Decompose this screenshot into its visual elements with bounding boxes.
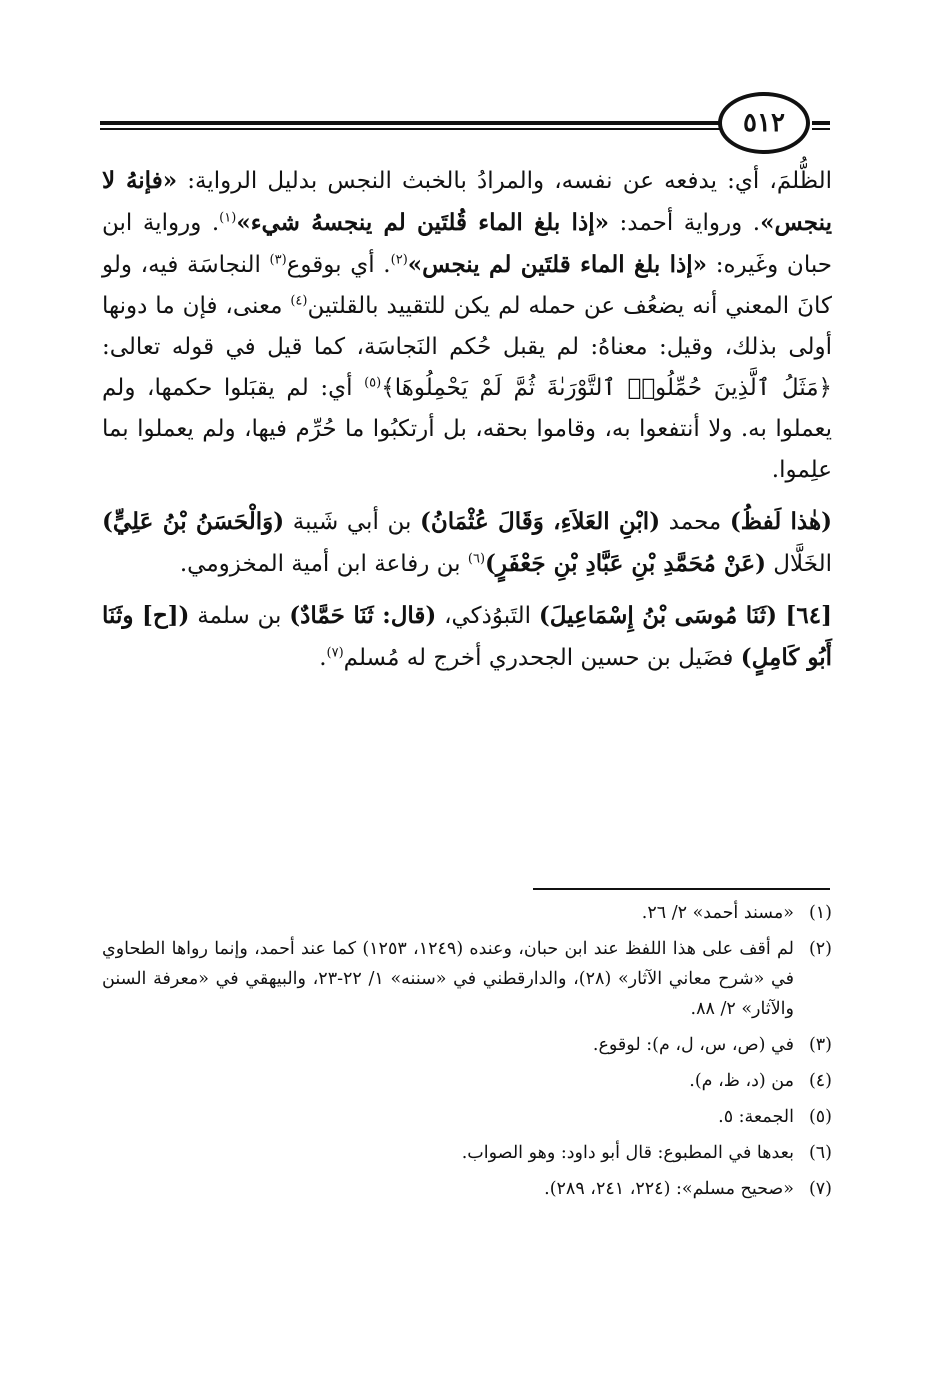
footnote-ref: (١) — [219, 210, 237, 226]
header-rule-thin — [100, 128, 720, 130]
hadith-quote: «إذا بلغ الماء قلتَين لم ينجس» — [407, 251, 708, 278]
text-run: بن أبي شَيبة — [284, 509, 420, 535]
header-rule-right — [812, 121, 830, 125]
footnote-text: «مسند أحمد» ٢/ ٢٦. — [641, 903, 794, 923]
footnote-number: (٧) — [808, 1179, 832, 1199]
main-text — [102, 160, 832, 689]
footnote-number: (٤) — [808, 1071, 832, 1091]
matn-text: (قال: ثَنَا حَمَّادٌ) — [289, 602, 437, 629]
header-rule-right-thin — [812, 128, 830, 130]
text-run: فضَيل بن حسين الجحدري أخرج له مُسلم — [343, 645, 741, 671]
text-run: . ورواية ابن حبان وغَيره: — [102, 210, 832, 278]
footnote-ref: (٣) — [269, 252, 287, 268]
text-run: الخَلَّال — [766, 551, 832, 577]
footnote-ref: (٢) — [390, 252, 408, 268]
footnote-text: الجمعة: ٥. — [718, 1107, 794, 1127]
footnote-item — [102, 1138, 832, 1168]
page-number: ٥١٢ — [718, 92, 810, 154]
footnote-item — [102, 898, 832, 928]
footnote-item — [102, 1030, 832, 1060]
footnote-text: لم أقف على هذا اللفظ عند ابن حبان، وعنده (١٢٤٩، ١٢٥٣) كما عند أحمد، وإنما رواها الطحاوي في «شرح معاني الآثار» (٢٨)، والدارقطني في «سننه» ١/ ٢٢-٢٣، والبيهقي في «معرفة السنن والآثار» ٢/ ٨٨. — [102, 939, 795, 1019]
text-run: النجاسَة فيه، ولو كانَ المعني أنه يضعُف عن حمله لم يكن للتقييد بالقلتين — [102, 252, 832, 319]
footnote-item — [102, 1066, 832, 1096]
text-run: . ورواية أحمد: — [608, 210, 761, 236]
hadith-quote: «إذا بلغ الماء قُلتَين لم ينجسهُ شيء» — [236, 209, 609, 236]
footnote-number: (٦) — [808, 1143, 832, 1163]
footnote-ref: (٧) — [326, 645, 344, 661]
footnotes — [102, 898, 832, 1210]
footnote-text: «صحيح مسلم»: (٢٢٤، ٢٤١، ٢٨٩). — [544, 1179, 794, 1199]
footnote-number: (٣) — [808, 1035, 832, 1055]
paragraph-1 — [102, 160, 832, 491]
text-run: الظُّلمَ، أي: يدفعه عن نفسه، والمرادُ بالخبث النجس بدليل الرواية: — [177, 168, 832, 194]
footnote-text: بعدها في المطبوع: قال أبو داود: وهو الصواب. — [461, 1143, 794, 1163]
text-run: . أي بوقوع — [286, 252, 391, 278]
page-header — [100, 92, 830, 162]
matn-text: (وَالْحَسَنُ بْنُ عَلِيٍّ) — [102, 508, 285, 535]
footnote-ref: (٦) — [467, 551, 486, 567]
matn-text: (عَنْ مُحَمَّدِ بْنِ عَبَّادِ بْنِ جَعْفَرٍ) — [485, 550, 766, 577]
footnote-ref: (٤) — [290, 293, 308, 309]
text-run: بن سلمة — [189, 603, 290, 629]
footnote-text: من (د، ظ، م). — [689, 1071, 794, 1091]
text-run: بن رفاعة ابن أمية المخزومي. — [179, 551, 468, 577]
text-run: محمد — [660, 509, 730, 535]
paragraph-3 — [102, 595, 832, 679]
matn-text: ([ح] وثَنَا أَبُو كَامِلٍ) — [102, 602, 832, 671]
footnote-number: (٢) — [808, 939, 832, 959]
footnote-number: (٥) — [808, 1107, 832, 1127]
text-run: معنى، فإن ما دونها أولى بذلك، وقيل: معناهُ: لم يقبل حُكم النَجاسَة، كما قيل في قوله تعالى: — [102, 293, 832, 360]
text-run: التَبوُذكي، — [436, 603, 539, 629]
footnote-ref: (٥) — [364, 375, 382, 391]
matn-text: [٦٤] (ثَنَا مُوسَى بْنُ إِسْمَاعِيلَ) — [538, 602, 832, 629]
footnote-item — [102, 1102, 832, 1132]
hadith-quote: «فإنهُ لا ينجس» — [102, 167, 832, 236]
footnote-separator — [533, 888, 830, 890]
footnote-item — [102, 934, 832, 1024]
text-run: . — [319, 645, 327, 671]
matn-text: (هٰذا لَفظُ) — [729, 508, 832, 535]
quran-quote: ﴿مَثَلُ ٱلَّذِينَ حُمِّلُوا۟ ٱلتَّوْرَىٰةَ ثُمَّ لَمْ يَحْمِلُوهَا﴾ — [381, 375, 833, 401]
paragraph-2 — [102, 501, 832, 585]
matn-text: (ابْنِ العَلاَءِ، وَقَالَ عُثْمَانُ) — [419, 508, 661, 535]
footnote-text: في (ص، س، ل، م): لوقوع. — [592, 1035, 794, 1055]
header-rule-thick — [100, 121, 720, 125]
footnote-number: (١) — [808, 903, 832, 923]
text-run: أي: لم يقبَلوا حكمها، ولم يعملوا به. ولا أنتفعوا به، وقاموا بحقه، بل أرتكبُوا ما حُرِّم فيها، ولم يعملوا بما علِموا. — [102, 375, 832, 483]
footnote-item — [102, 1174, 832, 1204]
